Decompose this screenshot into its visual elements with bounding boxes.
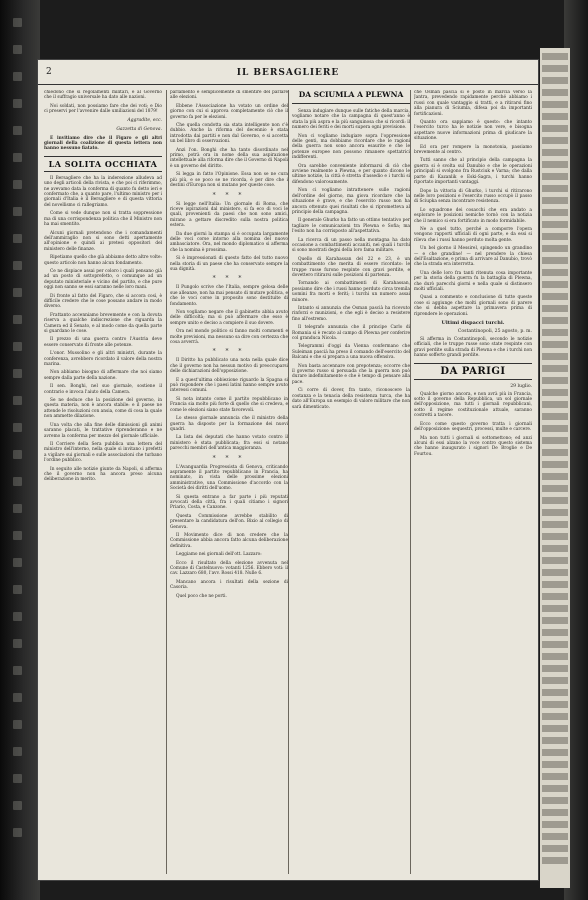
paragraph: Se ne deduce che la posizione del governo, in questa materia, non è ancora stabile: e il paese ne attende le risoluzioni con ansia, come di cosa la quale non ammette dilazione. xyxy=(44,398,162,420)
paragraph: In seguito alle notizie giunte da Napoli, si afferma che il governo non ha ancora preso alcuna deliberazione in merito. xyxy=(44,466,162,483)
column-2 xyxy=(170,90,288,874)
paragraph: Quello di Karahassan del 22 e 23, è un combattimento che merita di essere ricordato: le truppe russe furono respinte con gravi perdite, e dovettero ritirarsi sulle posizioni di partenza. xyxy=(292,256,410,278)
paragraph: Leggiamo nei giornali dell'ott. Lazzaro: xyxy=(176,552,262,558)
paragraph: Si afferma in Costantinopoli, secondo le notizie officiali, che le truppe russe sono state respinte con gravi perdite sulla strada di Plewna e che i turchi non hanno sofferto grandi perdite. xyxy=(414,337,532,359)
paragraph: Ce ne dispiace assai per coloro i quali pensano già ad un posto di sottoprefetto, o comunque ad un deputato ministeriale e vicino del partito, e che pure oggi non sanno se essi saranno nelle loro mani. xyxy=(44,268,162,291)
separator-stars: * * * xyxy=(212,454,246,462)
paragraph: Il Corriere della Sera pubblica una lettera del ministro dell'interno, nella quale si invitano i prefetti a vigilare sui giornali e sulle associazioni che turbano l'ordine pubblico. xyxy=(44,441,162,464)
paragraph: Qualche giorno ancora, e non avrà più in Francia, sotto il governo della Repubblica, un sol giornale dell'opposizione, ma tutti i giornali repubblicani, sotto il regime costituzionale attuale, saranno costretti a tacere. xyxy=(414,391,532,419)
paragraph: E invitiamo dire che il Figaro e gli altri giornali della coalizione di questa lettera non hanno nessuno fiatato. xyxy=(44,135,162,152)
paragraph: Ne a quel tutto, perché a comporre l'opera vengono rapporti ufficiali di ogni parte, e da essi si rileva che i russi hanno perduto molta gente. xyxy=(414,226,532,243)
paragraph: Si è impressionati di questo fatto del tutto nuovo nella storia di un paese che ha conservato sempre la sua dignità. xyxy=(170,256,288,272)
paragraph: Che quella condotta sia stata intelligente non c'è dubbio. Anche la riforma del decennio è stata introdotta dai partiti e non dal Governo, e si accetta un bel libro di osservazioni. xyxy=(170,123,288,145)
paragraph: Il telegrafo annunzia che il principe Carlo di Romania si è recato al campo di Plewna per conferire col granduca Nicola. xyxy=(292,325,410,342)
paragraph: parlamento e semplicemente di smentire del parlare alle elezioni. xyxy=(170,90,288,101)
paragraph: Quasi a commento e conclusione di tutte queste cose si aggiunge che molti giornali sono di parere che si debba aspettare la primavera prima di riprendere le operazioni. xyxy=(414,295,532,317)
paragraph: Intanto si annunzia che Osman pascià ha ricevuto rinforzi e munizioni, e che egli è deciso a resistere fino all'estremo. xyxy=(292,306,410,322)
paragraph: Telegrammi d'oggi da Vienna confermano che Suleiman pascià ha preso il comando dell'esercito del Balcani e che si prepara a una nuova offensiva. xyxy=(292,344,410,361)
paragraph: Senza indugiare dunque sulle fatiche della marcia, vogliamo notare che la campagna di quest'anno è stata la più aspra e la più sanguinosa che si ricordi: il numero dei feriti e dei morti supera ogni previsione. xyxy=(292,109,410,131)
section-title: DA PARIGI xyxy=(414,363,532,380)
paragraph: Ecco come questo governo tratta i giornali dell'opposizione: sequestri, processi, multe e carcere. xyxy=(414,421,532,433)
paragraph: Tornando ai combattimenti di Karahassan, possiamo dire che i russi hanno perduto circa tremila uomini fra morti e feriti; i turchi un numero assai minore. xyxy=(292,281,410,303)
paragraph: Ed ora per rompere la monotonia, passiamo brevemente al centro. xyxy=(414,144,532,156)
paragraph: Mancano ancora i risultati della sezione di Casoria. xyxy=(170,579,288,591)
paragraph: Il Pungolo scrive che l'Italia, sempre gelosa delle sue alleanze, non ha mai pensato di mutare politica, e che le voci corse in proposito sono destituite di fondamento. xyxy=(170,285,288,307)
page-number: 2 xyxy=(46,67,52,77)
paragraph: Non vogliamo negare che il gabinetto abbia avuto delle difficoltà; ma si può affermare che esso è sempre unito e deciso a compiere il suo dovere. xyxy=(170,310,288,326)
paragraph: Ora nel mondo politico si fanno molti commenti e molte previsioni, ma nessuno sa dire con certezza che cosa avverrà. xyxy=(170,329,288,346)
film-rail xyxy=(10,0,24,900)
paragraph: Alcuni giornali pretendono che i comandamenti dell'ammiraglio non si sono detti apertamente all'opinione e quindi ai pretesi oppositori del ministero delle finanze. xyxy=(44,230,162,252)
page-header xyxy=(38,66,538,85)
dateline: 29 luglio. xyxy=(510,383,532,389)
paragraph: Il prezzo di una guerra contro l'Austria deve essere conservato di fronte alle potenze. xyxy=(44,337,162,348)
paragraph: Il Movimento dice di non credere che la Commissione abbia ancora fatto alcuna deliberazione definitiva. xyxy=(170,533,288,549)
paragraph: Il Bersagliere che ha la inderezione alludeva ad uno degli articoli della rivista, e che poi ci riferimmo, ne avevamo data la conferma di quanto fu detto ieri e confermato che, a quanto pare, l'ultimo ministro per i giornali d'Italia è il Bersagliere e di questa vittoria del novellismo ci rallegriamo. xyxy=(44,175,162,208)
paragraph: L'onor. Mussolino e gli altri ministri, durante la conferenza, avrebbero ricordato il valore della nostra marina. xyxy=(44,351,162,368)
signature: Aggradite, ecc. xyxy=(127,117,162,123)
paragraph: Noi soldati, non possiamo fare che dei voti; e Dio ci preservi per l'avvenire dalle umiliazioni del 1879! xyxy=(44,103,162,115)
paragraph: Il Diritto ha pubblicato una nota nella quale dice che il governo non ha nessun motivo di preoccuparsi delle dichiarazioni dell'opposizione. xyxy=(170,358,288,375)
paragraph: Anzi l'on. Bonghi che ha tanto disordinato nel primo, potrà ora in nome della sua aspirazione intellettuale alla riforma dire che il Governo di Napoli è un governo del diritto. xyxy=(170,147,288,169)
adjacent-page-edge xyxy=(540,48,570,888)
paragraph: Tutti sanno che al principio della campagna la guerra si è svolta sul Danubio e che le operazioni principali si svolgono fra Rustciuk e Varna; che dalla parte di Kazanlik e Eski-Sagra, i turchi hanno riportato importanti vantaggi. xyxy=(414,158,532,186)
paragraph: Il sen. Bonghi, nel suo giornale, sostiene il contrario e invoca l'aiuto della Camera. xyxy=(44,384,162,395)
paragraph: Ma non tutti i giornali si sottomettono; ed anzi alcuni di essi alzano la voce contro questo sistema che hanno inaugurato i signori De Broglie e De Fourtou. xyxy=(414,435,532,457)
columns xyxy=(44,90,532,874)
separator-stars: * * * xyxy=(212,275,246,283)
column-rule xyxy=(288,90,289,874)
article-title: DA SCIUMLA A PLEWNA xyxy=(292,90,410,104)
newspaper-page xyxy=(38,60,538,880)
section-title: LA SOLITA OCCHIATA xyxy=(44,156,162,172)
signature: Gazzetta di Genova. xyxy=(116,126,162,132)
paragraph: Si legga in fatto l'Opinione. Essa non se ne cura più più, e se poco se ne ricorda, è per dire che i destini d'Europa non si mutano per queste cose. xyxy=(170,172,288,189)
paragraph: Una delle loro fra tanti ritenuta cosa importante per la storia della guerra fu la battaglia di Plewna, che durò parecchi giorni e nella quale si distinsero molti ufficiali. xyxy=(414,270,532,292)
paragraph: Non ci vogliamo intrattenere sulle ragioni dell'ordine del giorno, ma giova ricordare che la situazione è grave, e che l'esercito russo non ha ancora ottenuto quei risultati che si riprometteva al principio della campagna. xyxy=(292,188,410,215)
paragraph: Questa Commissione avrebbe stabilito di presentare la candidatura dell'on. Bixio al collegio di Genova. xyxy=(170,513,288,530)
paragraph: Non abbiamo bisogno di affermare che noi siamo sempre dalla parte della nazione. xyxy=(44,370,162,381)
paragraph: Ripetiamo quello che già abbiamo detto altre volte: questo articolo non hanno alcun fondamento. xyxy=(44,255,162,266)
paragraph: Non basta accennare con prepotenza; occorre che il governo russo si persuada che la guerra non può durare indefinitamente e che è tempo di pensare alla pace. xyxy=(292,363,410,385)
dateline: Costantinopoli, 25 agosto, p. m. xyxy=(457,329,532,335)
paragraph: Quanto ora sappiamo è questo: che intanto l'esercito turco ha le notizie non vere, e bisogna aspettare nuove informazioni prima di giudicare la situazione. xyxy=(414,120,532,142)
column-4 xyxy=(414,90,532,874)
paragraph: La ricerca di un passo nella montagna ha dato occasione a combattimenti accaniti, nei quali i turchi si sono mostrati degni della loro fama militare. xyxy=(292,237,410,254)
paragraph: Dopo la vittoria di Ghurko, i turchi si ritirarono nelle loro posizioni e l'esercito russo occupò il passo di Sciupka senza incontrare resistenza. xyxy=(414,188,532,205)
paragraph: Si questa entrano a far parte i più reputati avvocati della città, fra i quali citiamo i signori Priario, Costa, e Canzone. xyxy=(170,494,288,511)
paragraph: Quel poco che ne porti. xyxy=(176,593,227,599)
paragraph: chiedono che si regolamenti militari, e al Governo che il suffragio universale ha dato alle nazioni. xyxy=(44,90,162,101)
separator-stars: * * * xyxy=(212,348,246,356)
paragraph: L'Avanguardia Progressista di Genova, criticando aspramente il partito repubblicano in Francia, ha nominato, in vista delle prossime elezioni amministrative, una Commissione d'accordo con la Società dei diritti dell'uomo. xyxy=(170,464,288,492)
column-3 xyxy=(292,90,410,874)
paragraph: Lo stesso giornale annuncia che il ministro della guerra ha disposto per la formazione dei nuovi quadri. xyxy=(170,416,288,432)
paragraph: Lo squadrone dei cosacchi che era andato a esplorare le posizioni nemiche tornò con la notizia che il nemico si era fortificato in modo formidabile. xyxy=(414,207,532,224)
paragraph: Si legge nell'Italia: Un giornale di Roma, che riceve ispirazioni dal ministero, si fa eco di voci le quali, provenienti da paesi che non sono amici, mirano a gettare discredito sulla nostra politica estera. xyxy=(170,201,288,229)
paragraph: Il generale Ghurko ha fatto un ottimo tentativo per tagliare le comunicazioni tra Plewna e Sofia; ma l'esito non ha corrisposto all'aspettativa. xyxy=(292,218,410,235)
separator-stars: * * * xyxy=(212,191,246,199)
paragraph: Frattanto accenniamo brevemente e con la dovuta riserva a qualche indiscrezione che riguarda la Camera ed il Senato, e al modo come da quella parte si guardano le cose. xyxy=(44,312,162,334)
paragraph: E a quest'ultima obbiezione riguardo la Spagna si può rispondere che i paesi latini hanno sempre avuto interessi comuni. xyxy=(170,377,288,394)
paragraph: che Osman pascià si è posto in marcia verso la Jantra, prevedendo rapidamente perché abbiamo i russi con quale vantaggio si tratti, e a ritirarsi fino alla pianura di Sciumla, difesa poi da importanti fortificazioni. xyxy=(414,90,532,117)
column-rule xyxy=(166,90,167,874)
paragraph: La lista dei deputati che hanno votato contro il ministero è stata pubblicata; fra essi si notano parecchi membri dell'antica maggioranza. xyxy=(170,435,288,452)
paragraph: Si nota intanto come il partito repubblicano in Francia sia molto più forte di quello che si credeva, e come le elezioni siano state favorevoli. xyxy=(170,396,288,413)
paragraph: Un bel giorno il Messirel, spingendo un grandino — e che grandine! — nel prendere la chiesa dell'Esaltazione, e prima di arrivare al Danubio, trovò che la strada era interrotta. xyxy=(414,246,532,268)
paragraph: Ora sarebbe conveniente informarsi di ciò che avviene realmente a Plewna, e per quanto dicono le ultime notizie, la città è stretta d'assedio e i turchi si difendono valorosamente. xyxy=(292,163,410,185)
column-1 xyxy=(44,90,162,874)
paragraph: Da due giorni la stampa si è occupata largamente delle voci corse intorno alla nomina del nuovo ambasciatore. Ora, nel mondo diplomatico si afferma che la nomina è prossima. xyxy=(170,231,288,253)
paragraph: Una volta che alla fine delle dimissioni gli animi saranno placati, le trattative riprenderanno e ne avremo la conferma per mezzo del giornale ufficiale. xyxy=(44,422,162,439)
paragraph: Ecco il risultato della elezione avvenuta nel Comune di Castelnuovo: votanti 1256. Ebbero voti: il cav. Lazzaro 680, l'avv. Rossi 418. Nulle 6. xyxy=(170,560,288,577)
paragraph: Ci corre di dover, fra tanto, riconoscere la costanza e la tenacia della resistenza turca, che ha dato all'Europa un esempio di valore militare che non sarà dimenticato. xyxy=(292,388,410,410)
masthead-title: IL BERSAGLIERE xyxy=(236,68,340,78)
subheading: Ultimi dispacci turchi. xyxy=(441,320,505,327)
paragraph: Ebbene l'Associazione ha votato un ordine del giorno con cui si approva completamente ciò che il governo fa per le elezioni. xyxy=(170,103,288,120)
paragraph: Di fronte al fatto del Figaro, che si accora così, è difficile credere che le cose possano andare in modo diverso. xyxy=(44,293,162,310)
column-rule xyxy=(410,90,411,874)
paragraph: Come si vede dunque non si tratta soppressione ma di una corrispondenza politica che il Ministro non ha mai smentito. xyxy=(44,211,162,228)
paragraph: Non ci vogliamo indugiare sopra l'oppressione delle genti, ma dobbiamo ricordare che le ragioni della guerra non sono ancora esaurite e che le potenze europee non possono rimanere spettatrici indifferenti. xyxy=(292,133,410,161)
